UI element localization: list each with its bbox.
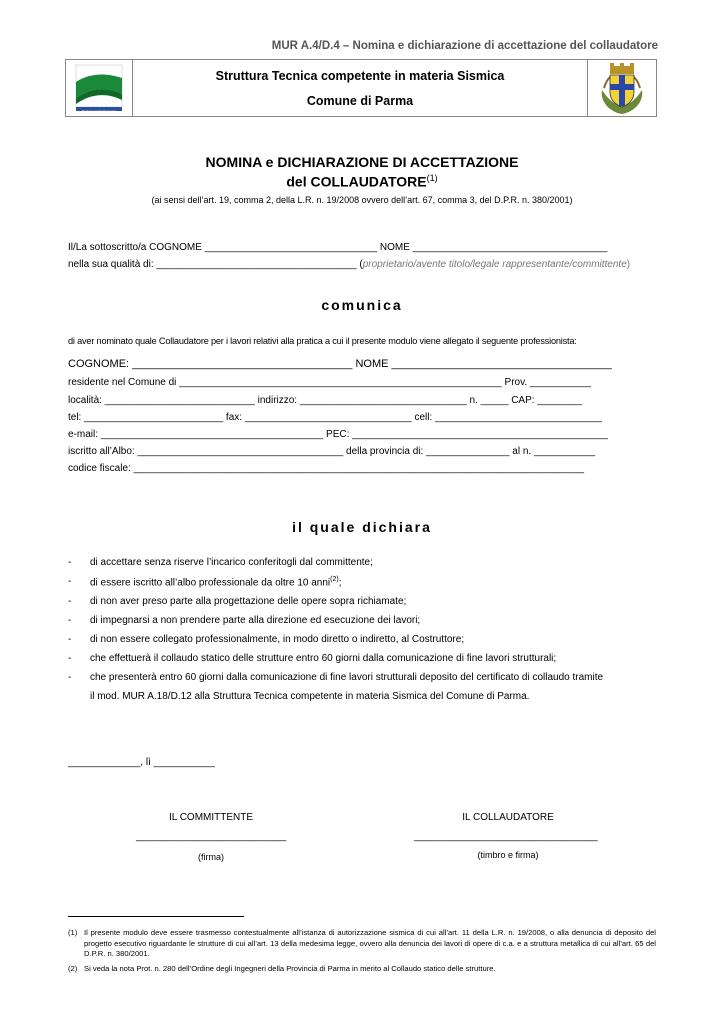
footnote-ref-2: (2) (330, 576, 339, 583)
footnote-number: (1) (68, 928, 78, 937)
footnote-ref-1: (1) (426, 173, 438, 183)
field-residenza: residente nel Comune di __________________________________________________________ Prov. ___________ (68, 377, 592, 388)
header-subtitle: Comune di Parma (306, 94, 414, 108)
section-dichiara: il quale dichiara (292, 519, 432, 535)
collaudatore-signature-line: _________________________________ (414, 831, 598, 842)
declaration-dash: - (68, 596, 72, 607)
declaration-text: il mod. MUR A.18/D.12 alla Struttura Tecnica competente in materia Sismica del Comune di Parma. (90, 691, 530, 702)
footnote-text: Si veda la nota Prot. n. 280 dell’Ordine degli Ingegneri della Provincia di Parma in merito al Collaudo statico delle strutture. (84, 964, 496, 973)
place-date-line: _____________, lì ___________ (68, 757, 215, 768)
intro-text: di aver nominato quale Collaudatore per i lavori relativi alla pratica a cui il presente modulo viene allegato il seguente professionista: (68, 336, 577, 346)
signer-role-end: ) (626, 259, 631, 270)
left-logo-cell (66, 60, 133, 116)
footnote-2 (68, 964, 656, 975)
declaration-text: di non essere collegato professionalmente, in modo diretto o indiretto, al Costruttore; (90, 634, 465, 645)
collaudatore-sub: (timbro e firma) (477, 850, 539, 860)
legal-reference: (ai sensi dell’art. 19, comma 2, della L.R. n. 19/2008 ovvero dell’art. 67, comma 3, del D.P.R. n. 380/2001) (151, 195, 573, 205)
committente-sub: (firma) (198, 852, 224, 862)
document-reference: MUR A.4/D.4 – Nomina e dichiarazione di accettazione del collaudatore (271, 40, 658, 52)
footnote-1 (68, 928, 656, 960)
signer-role-text: nella sua qualità di: ____________________________________ ( (68, 259, 363, 270)
declaration-dash: - (68, 653, 72, 664)
document-title: NOMINA e DICHIARAZIONE DI ACCETTAZIONE (205, 154, 519, 170)
field-contatti: tel: _________________________ fax: ______________________________ cell: ______________________________ (68, 412, 602, 423)
left-logo-text: Regione Emilia-Romagna (81, 109, 117, 113)
declaration-dash: - (68, 557, 72, 568)
right-logo-cell (587, 60, 656, 116)
declaration-text: che presenterà entro 60 giorni dalla comunicazione di fine lavori strutturali deposito del certificato di collaudo tramite (90, 672, 604, 683)
footnote-number: (2) (68, 964, 78, 973)
parma-coat-of-arms-icon (588, 60, 656, 116)
committente-label: IL COMMITTENTE (168, 812, 254, 823)
collaudatore-label: IL COLLAUDATORE (462, 812, 554, 823)
signer-name-line: Il/La sottoscritto/a COGNOME _______________________________ NOME ___________________________________ (68, 242, 608, 253)
field-cognome-nome: COGNOME: ____________________________________ NOME ____________________________________ (68, 358, 612, 370)
header-box (65, 59, 657, 117)
signer-role-line (68, 259, 630, 270)
committente-signature-line: ___________________________ (136, 831, 287, 842)
footnote-text: Il presente modulo deve essere trasmesso contestualmente all’istanza di autorizzazione sismica di cui all’art. 11 della L.R. n. 19/2008, o alla denuncia di deposito del progetto esecutivo riguardante le strutture di cui all’art. 13 della medesima legge, ovvero alla denuncia dei lavori di opere di c.a. e a struttura metallica di cui all’art. 65 del D.P.R. n. 380/2001. (84, 928, 656, 958)
declaration-text: di essere iscritto all’albo professionale da oltre 10 anni (90, 577, 331, 589)
declaration-text: di accettare senza riserve l’incarico conferitogli dal committente; (90, 557, 373, 568)
declaration-text-wrap (90, 576, 341, 588)
section-comunica: comunica (321, 297, 403, 313)
declaration-text: che effettuerà il collaudo statico delle strutture entro 60 giorni dalla comunicazione di fine lavori strutturali; (90, 653, 557, 664)
header-title: Struttura Tecnica competente in materia Sismica (215, 69, 505, 83)
declaration-dash: - (68, 576, 72, 587)
field-email-pec: e-mail: ________________________________________ PEC: ______________________________________________ (68, 429, 608, 440)
declaration-text-end: ; (338, 577, 342, 589)
declaration-text: di impegnarsi a non prendere parte alla direzione ed esecuzione dei lavori; (90, 615, 421, 626)
declaration-text: di non aver preso parte alla progettazione delle opere sopra richiamate; (90, 596, 407, 607)
signer-role-note: proprietario/avente titolo/legale rappresentante/committente (362, 259, 627, 270)
field-albo: iscritto all’Albo: _____________________________________ della provincia di: _______________ al n. ___________ (68, 446, 596, 457)
document-title-line2 (0, 173, 724, 190)
regione-emilia-romagna-logo-icon (66, 60, 132, 116)
footnote-separator (68, 916, 244, 917)
field-codice-fiscale: codice fiscale: _________________________________________________________________________________ (68, 463, 585, 474)
declaration-dash: - (68, 634, 72, 645)
field-localita: località: ___________________________ indirizzo: ______________________________ n. _____ CAP: ________ (68, 395, 582, 406)
declaration-dash: - (68, 672, 72, 683)
declaration-dash: - (68, 615, 72, 626)
title-line2-text: del COLLAUDATORE (286, 173, 427, 190)
